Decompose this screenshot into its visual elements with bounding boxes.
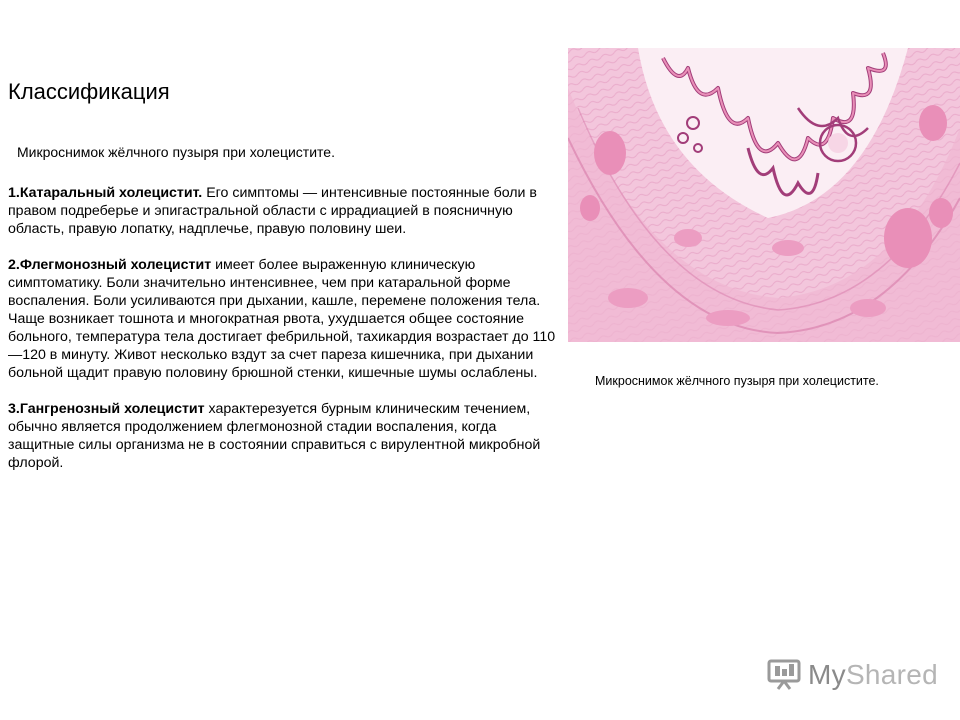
section-term: 1.Катаральный холецистит. xyxy=(8,185,203,201)
watermark-logo xyxy=(766,655,938,695)
section-gangrenous xyxy=(8,400,560,472)
section-term: 2.Флегмонозный холецистит xyxy=(8,257,212,273)
micrograph-image xyxy=(568,48,960,342)
watermark-text: MyShared xyxy=(808,659,939,690)
micrograph-caption: Микроснимок жёлчного пузыря при холецистите. xyxy=(595,374,879,388)
presentation-icon xyxy=(766,655,802,696)
section-text: Его симптомы — интенсивные постоянные боли в правом подреберье и эпигастральной области с иррадиацией в поясничную область, правую лопатку, надплечье, правую половину шеи. xyxy=(8,185,537,237)
section-catarrhal xyxy=(8,184,560,238)
section-text: характерезуется бурным клиническим течением, обычно является продолжением флегмонозной стадии воспаления, когда защитные силы организма не в состоянии справиться с вирулентной микробной флорой. xyxy=(8,401,541,471)
section-phlegmonous xyxy=(8,256,560,382)
section-text: имеет более выраженную клиническую симптоматику. Боли значительно интенсивнее, чем при катаральной форме воспаления. Боли усиливаются при дыхании, кашле, перемене положения тела. Чаще возникает тошнота и многократная рвота, ухудшается общее состояние больного, температура тела достигает фебрильной, тахикардия возрастает до 110—120 в минуту. Живот несколько вздут за счет пареза кишечника, при дыхании больной щадит правую половину брюшной стенки, кишечные шумы ослаблены. xyxy=(8,257,556,381)
slide-title: Классификация xyxy=(8,79,170,104)
body-text xyxy=(8,184,560,490)
section-term: 3.Гангренозный холецистит xyxy=(8,401,205,417)
slide-subcaption: Микроснимок жёлчного пузыря при холецистите. xyxy=(17,144,335,160)
